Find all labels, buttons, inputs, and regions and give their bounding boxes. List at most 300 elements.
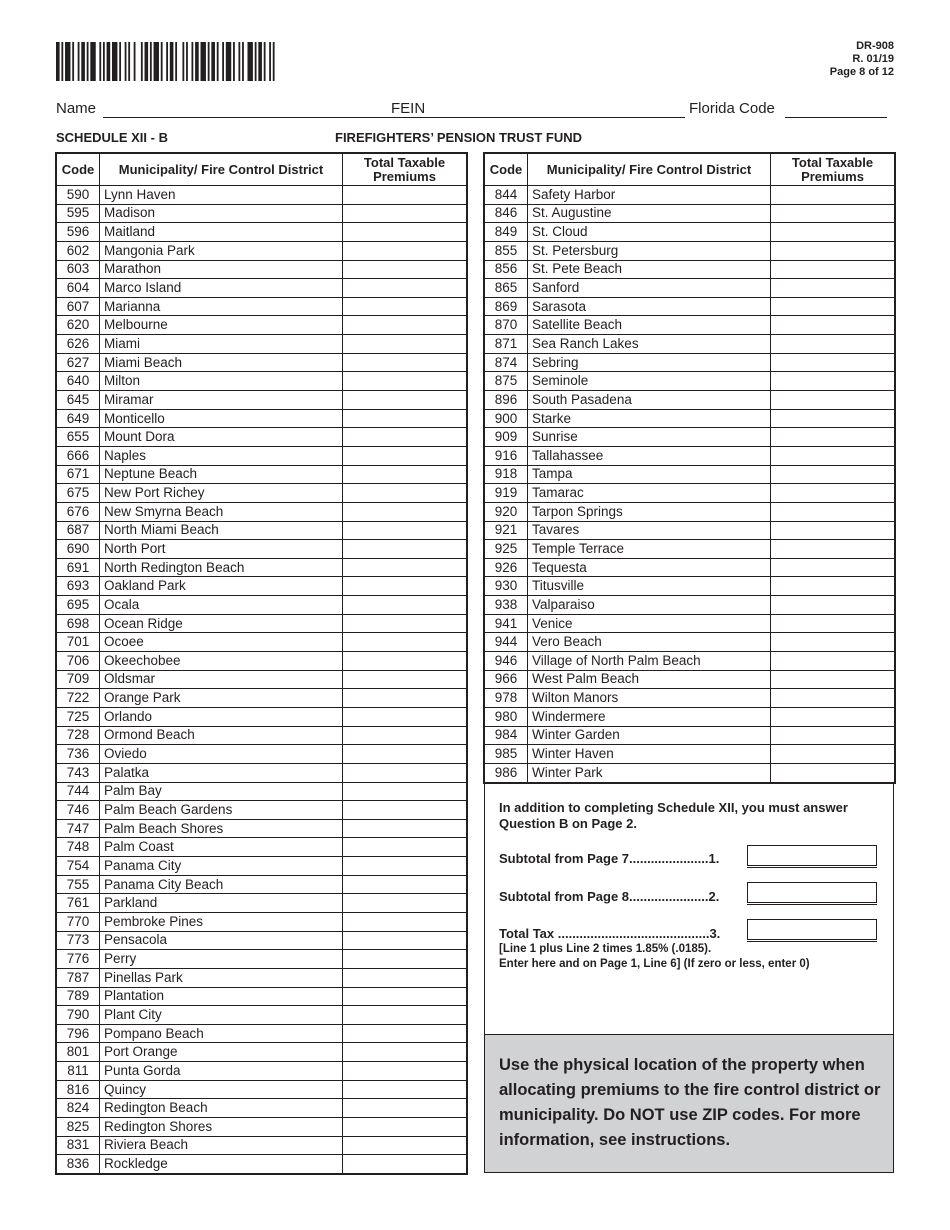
premium-input-cell[interactable]: [343, 1043, 467, 1062]
municipality-cell: Palatka: [100, 763, 343, 782]
municipality-cell: Ocala: [100, 596, 343, 615]
municipality-cell: Valparaiso: [528, 596, 771, 615]
premium-input-cell[interactable]: [343, 372, 467, 391]
table-row: [485, 596, 895, 615]
code-cell: 691: [57, 558, 100, 577]
municipality-cell: Lynn Haven: [100, 186, 343, 205]
premium-input-cell[interactable]: [343, 540, 467, 559]
municipality-cell: Pensacola: [100, 931, 343, 950]
code-cell: 865: [485, 279, 528, 298]
code-cell: 846: [485, 204, 528, 223]
municipality-cell: Punta Gorda: [100, 1062, 343, 1081]
code-cell: 736: [57, 745, 100, 764]
premium-input-cell[interactable]: [343, 614, 467, 633]
premium-input-cell[interactable]: [343, 223, 467, 242]
code-cell: 978: [485, 689, 528, 708]
code-cell: 944: [485, 633, 528, 652]
table-row: [57, 745, 467, 764]
municipality-cell: Winter Garden: [528, 726, 771, 745]
municipality-cell: Melbourne: [100, 316, 343, 335]
premium-input-cell[interactable]: [343, 652, 467, 671]
total-tax-label: Total Tax ..........................................3.: [499, 926, 721, 941]
municipality-cell: Miami Beach: [100, 353, 343, 372]
premium-input-cell[interactable]: [343, 577, 467, 596]
barcode-bar: [201, 42, 206, 81]
table-row: [57, 801, 467, 820]
code-cell: 918: [485, 465, 528, 484]
schedule-title: SCHEDULE XII - B: [56, 130, 168, 145]
table-row: [57, 894, 467, 913]
municipality-cell: Oakland Park: [100, 577, 343, 596]
table-row: [485, 540, 895, 559]
code-cell: 790: [57, 1006, 100, 1025]
code-cell: 984: [485, 726, 528, 745]
table-row: [485, 428, 895, 447]
premium-input-cell[interactable]: [771, 707, 895, 726]
code-cell: 596: [57, 223, 100, 242]
premium-input-cell[interactable]: [343, 838, 467, 857]
premium-input-cell[interactable]: [343, 241, 467, 260]
code-cell: 590: [57, 186, 100, 205]
form-identifier: [830, 40, 894, 79]
municipality-cell: Orlando: [100, 707, 343, 726]
barcode-bar: [242, 42, 244, 81]
municipality-cell: Winter Park: [528, 763, 771, 782]
table-row: [485, 726, 895, 745]
table-row: [57, 1043, 467, 1062]
municipality-cell: New Smyrna Beach: [100, 502, 343, 521]
municipality-cell: Marathon: [100, 260, 343, 279]
premium-input-cell[interactable]: [771, 521, 895, 540]
table-row: [485, 335, 895, 354]
barcode-bar: [81, 42, 85, 81]
code-cell: 706: [57, 652, 100, 671]
table-row: [485, 502, 895, 521]
premium-input-cell[interactable]: [343, 1062, 467, 1081]
municipality-cell: Tamarac: [528, 484, 771, 503]
premium-input-cell[interactable]: [343, 521, 467, 540]
premium-input-cell[interactable]: [343, 279, 467, 298]
code-cell: 869: [485, 297, 528, 316]
total-tax-input[interactable]: [747, 919, 877, 940]
table-row: [57, 689, 467, 708]
code-cell: 676: [57, 502, 100, 521]
premium-input-cell[interactable]: [343, 558, 467, 577]
barcode-bar: [273, 42, 275, 81]
municipality-cell: Palm Coast: [100, 838, 343, 857]
premium-input-cell[interactable]: [343, 1118, 467, 1137]
premium-input-cell[interactable]: [343, 260, 467, 279]
code-cell: 870: [485, 316, 528, 335]
premium-input-cell[interactable]: [771, 391, 895, 410]
premium-input-cell[interactable]: [771, 204, 895, 223]
premium-input-cell[interactable]: [771, 763, 895, 782]
municipality-header: Municipality/ Fire Control District: [100, 154, 343, 186]
table-row: [57, 931, 467, 950]
premium-input-cell[interactable]: [343, 931, 467, 950]
premium-input-cell[interactable]: [771, 186, 895, 205]
municipality-cell: Miami: [100, 335, 343, 354]
code-cell: 725: [57, 707, 100, 726]
barcode-bar: [222, 42, 224, 81]
premiums-header: Total Taxable Premiums: [771, 154, 895, 186]
barcode-bar: [238, 42, 240, 81]
municipality-cell: Windermere: [528, 707, 771, 726]
municipality-cell: Ormond Beach: [100, 726, 343, 745]
premium-input-cell[interactable]: [771, 372, 895, 391]
municipality-cell: New Port Richey: [100, 484, 343, 503]
fein-label: FEIN: [391, 100, 426, 117]
table-row: [485, 223, 895, 242]
table-row: [57, 409, 467, 428]
premium-input-cell[interactable]: [771, 260, 895, 279]
premium-input-cell[interactable]: [343, 1006, 467, 1025]
table-row: [57, 707, 467, 726]
municipality-cell: Port Orange: [100, 1043, 343, 1062]
premium-input-cell[interactable]: [771, 409, 895, 428]
table-row: [57, 521, 467, 540]
premium-input-cell[interactable]: [343, 894, 467, 913]
code-cell: 831: [57, 1136, 100, 1155]
code-cell: 796: [57, 1024, 100, 1043]
premium-input-cell[interactable]: [343, 950, 467, 969]
table-row: [485, 316, 895, 335]
table-row: [57, 1062, 467, 1081]
premium-input-cell[interactable]: [343, 1024, 467, 1043]
code-cell: 930: [485, 577, 528, 596]
premium-input-cell[interactable]: [343, 857, 467, 876]
table-row: [57, 279, 467, 298]
table-row: [57, 316, 467, 335]
municipality-cell: Sarasota: [528, 297, 771, 316]
florida-code-label: Florida Code: [689, 100, 775, 117]
premium-input-cell[interactable]: [771, 577, 895, 596]
premium-input-cell[interactable]: [771, 428, 895, 447]
code-cell: 748: [57, 838, 100, 857]
table-row: [57, 763, 467, 782]
code-cell: 701: [57, 633, 100, 652]
barcode-bar: [72, 42, 74, 81]
municipality-cell: Tallahassee: [528, 446, 771, 465]
municipality-cell: Mount Dora: [100, 428, 343, 447]
premium-input-cell[interactable]: [343, 335, 467, 354]
municipality-cell: North Port: [100, 540, 343, 559]
table-row: [57, 1136, 467, 1155]
municipality-cell: Madison: [100, 204, 343, 223]
table-row: [485, 372, 895, 391]
municipality-cell: Quincy: [100, 1080, 343, 1099]
barcode-bar: [99, 42, 101, 81]
barcode-bar: [56, 42, 60, 81]
name-label: Name: [56, 100, 97, 117]
municipality-cell: Miramar: [100, 391, 343, 410]
table-row: [485, 391, 895, 410]
code-cell: 909: [485, 428, 528, 447]
premium-input-cell[interactable]: [343, 875, 467, 894]
table-row: [57, 577, 467, 596]
premium-input-cell[interactable]: [771, 297, 895, 316]
table-row: [485, 745, 895, 764]
premium-input-cell[interactable]: [343, 726, 467, 745]
code-cell: 849: [485, 223, 528, 242]
barcode-bar: [128, 42, 130, 81]
code-cell: 698: [57, 614, 100, 633]
code-cell: 896: [485, 391, 528, 410]
municipality-cell: Parkland: [100, 894, 343, 913]
table-row: [57, 260, 467, 279]
subtotal-page7-input[interactable]: [747, 845, 877, 866]
municipality-cell: St. Augustine: [528, 204, 771, 223]
table-row: [485, 241, 895, 260]
fein-field[interactable]: [429, 117, 685, 118]
premium-input-cell[interactable]: [771, 335, 895, 354]
premium-input-cell[interactable]: [343, 502, 467, 521]
subtotal-page8-label: Subtotal from Page 8......................2.: [499, 889, 720, 904]
code-cell: 946: [485, 652, 528, 671]
table-row: [485, 186, 895, 205]
premium-input-cell[interactable]: [771, 223, 895, 242]
code-cell: 773: [57, 931, 100, 950]
code-cell: 595: [57, 204, 100, 223]
municipality-cell: Pembroke Pines: [100, 912, 343, 931]
premium-input-cell[interactable]: [771, 670, 895, 689]
municipality-cell: Sea Ranch Lakes: [528, 335, 771, 354]
premium-input-cell[interactable]: [771, 446, 895, 465]
code-cell: 938: [485, 596, 528, 615]
table-row: [485, 484, 895, 503]
table-row: [57, 391, 467, 410]
code-cell: 816: [57, 1080, 100, 1099]
municipality-cell: Satellite Beach: [528, 316, 771, 335]
table-row: [485, 521, 895, 540]
florida-code-field[interactable]: [785, 117, 887, 118]
code-cell: 985: [485, 745, 528, 764]
table-row: [485, 446, 895, 465]
table-row: [57, 633, 467, 652]
premium-input-cell[interactable]: [343, 428, 467, 447]
barcode-bar: [112, 42, 117, 81]
municipality-cell: Redington Beach: [100, 1099, 343, 1118]
table-row: [485, 614, 895, 633]
table-row: [57, 540, 467, 559]
municipality-cell: Venice: [528, 614, 771, 633]
code-cell: 754: [57, 857, 100, 876]
premium-input-cell[interactable]: [343, 987, 467, 1006]
municipality-cell: Monticello: [100, 409, 343, 428]
table-row: [57, 857, 467, 876]
premium-input-cell[interactable]: [343, 353, 467, 372]
premium-input-cell[interactable]: [343, 186, 467, 205]
code-cell: 722: [57, 689, 100, 708]
code-cell: 620: [57, 316, 100, 335]
barcode-bar: [208, 42, 210, 81]
table-row: [57, 652, 467, 671]
premium-input-cell[interactable]: [343, 1155, 467, 1174]
premium-input-cell[interactable]: [771, 465, 895, 484]
barcode-bar: [195, 42, 199, 81]
table-row: [485, 763, 895, 782]
table-row: [57, 372, 467, 391]
code-cell: 980: [485, 707, 528, 726]
code-cell: 746: [57, 801, 100, 820]
premium-input-cell[interactable]: [343, 1136, 467, 1155]
code-cell: 921: [485, 521, 528, 540]
municipality-cell: Winter Haven: [528, 745, 771, 764]
premium-input-cell[interactable]: [343, 782, 467, 801]
municipality-cell: Marco Island: [100, 279, 343, 298]
premium-input-cell[interactable]: [343, 745, 467, 764]
premium-input-cell[interactable]: [343, 689, 467, 708]
premium-input-cell[interactable]: [343, 316, 467, 335]
municipality-cell: North Miami Beach: [100, 521, 343, 540]
code-cell: 919: [485, 484, 528, 503]
barcode-bar: [150, 42, 152, 81]
premium-input-cell[interactable]: [771, 689, 895, 708]
premium-input-cell[interactable]: [771, 279, 895, 298]
premium-input-cell[interactable]: [343, 1080, 467, 1099]
code-cell: 986: [485, 763, 528, 782]
premium-input-cell[interactable]: [771, 614, 895, 633]
premium-input-cell[interactable]: [343, 801, 467, 820]
premium-input-cell[interactable]: [771, 484, 895, 503]
municipality-cell: Wilton Manors: [528, 689, 771, 708]
table-row: [57, 353, 467, 372]
total-tax-note-line2: Enter here and on Page 1, Line 6] (If zero or less, enter 0): [499, 958, 810, 970]
premium-input-cell[interactable]: [343, 633, 467, 652]
premium-input-cell[interactable]: [343, 465, 467, 484]
premium-input-cell[interactable]: [771, 241, 895, 260]
code-cell: 789: [57, 987, 100, 1006]
premium-input-cell[interactable]: [343, 968, 467, 987]
premium-input-cell[interactable]: [343, 763, 467, 782]
location-notice-text: Use the physical location of the property when allocating premiums to the fire control district or municipality. Do NOT use ZIP codes. For more information, see instructions.: [499, 1056, 881, 1149]
form-number: DR-908: [856, 40, 894, 52]
table-row: [57, 335, 467, 354]
municipality-cell: Plant City: [100, 1006, 343, 1025]
table-row: [485, 558, 895, 577]
code-cell: 602: [57, 241, 100, 260]
premium-input-cell[interactable]: [771, 502, 895, 521]
location-notice-box: [485, 1034, 893, 1172]
code-cell: 655: [57, 428, 100, 447]
premium-input-cell[interactable]: [343, 391, 467, 410]
table-row: [485, 707, 895, 726]
premium-input-cell[interactable]: [343, 204, 467, 223]
barcode-bar: [255, 42, 257, 81]
municipality-cell: Seminole: [528, 372, 771, 391]
premium-input-cell[interactable]: [343, 819, 467, 838]
table-row: [57, 968, 467, 987]
table-row: [485, 204, 895, 223]
table-row: [485, 353, 895, 372]
municipality-cell: Village of North Palm Beach: [528, 652, 771, 671]
table-row: [485, 279, 895, 298]
municipality-cell: North Redington Beach: [100, 558, 343, 577]
premium-input-cell[interactable]: [771, 558, 895, 577]
table-row: [57, 1024, 467, 1043]
municipality-cell: Tequesta: [528, 558, 771, 577]
table-row: [57, 875, 467, 894]
question-b-instruction: In addition to completing Schedule XII, you must answer Question B on Page 2.: [499, 800, 848, 831]
municipality-cell: Titusville: [528, 577, 771, 596]
premium-input-cell[interactable]: [343, 409, 467, 428]
municipality-cell: Okeechobee: [100, 652, 343, 671]
code-cell: 966: [485, 670, 528, 689]
barcode-bar: [141, 42, 143, 81]
municipality-cell: South Pasadena: [528, 391, 771, 410]
premium-input-cell[interactable]: [343, 707, 467, 726]
municipality-cell: Riviera Beach: [100, 1136, 343, 1155]
barcode-bar: [134, 42, 136, 81]
code-cell: 824: [57, 1099, 100, 1118]
barcode-bar: [107, 42, 111, 81]
premium-input-cell[interactable]: [771, 316, 895, 335]
code-cell: 755: [57, 875, 100, 894]
table-row: [485, 652, 895, 671]
municipality-cell: Safety Harbor: [528, 186, 771, 205]
barcode-bar: [247, 42, 252, 81]
municipality-cell: Maitland: [100, 223, 343, 242]
premium-input-cell[interactable]: [343, 484, 467, 503]
premium-input-cell[interactable]: [343, 297, 467, 316]
barcode-bar: [166, 42, 168, 81]
table-row: [57, 297, 467, 316]
subtotal-page8-input[interactable]: [747, 882, 877, 903]
municipality-cell: Sunrise: [528, 428, 771, 447]
premium-input-cell[interactable]: [343, 596, 467, 615]
code-cell: 627: [57, 353, 100, 372]
name-field[interactable]: [103, 117, 445, 118]
municipality-cell: Sebring: [528, 353, 771, 372]
code-cell: 675: [57, 484, 100, 503]
barcode-image: [56, 42, 280, 81]
premium-input-cell[interactable]: [771, 540, 895, 559]
summary-panel: [484, 782, 894, 1173]
table-row: [57, 838, 467, 857]
code-cell: 770: [57, 912, 100, 931]
table-row: [57, 428, 467, 447]
code-cell: 728: [57, 726, 100, 745]
municipality-cell: Vero Beach: [528, 633, 771, 652]
municipality-cell: Sanford: [528, 279, 771, 298]
premium-input-cell[interactable]: [771, 353, 895, 372]
code-cell: 875: [485, 372, 528, 391]
table-row: [57, 241, 467, 260]
barcode-bar: [125, 42, 127, 81]
premium-input-cell[interactable]: [771, 633, 895, 652]
barcode-bar: [226, 42, 231, 81]
premium-input-cell[interactable]: [343, 446, 467, 465]
premium-input-cell[interactable]: [771, 596, 895, 615]
premium-input-cell[interactable]: [771, 652, 895, 671]
barcode-bar: [161, 42, 163, 81]
premium-input-cell[interactable]: [343, 670, 467, 689]
barcode-bar: [103, 42, 105, 81]
page-number: Page 8 of 12: [829, 66, 894, 78]
premium-input-cell[interactable]: [343, 912, 467, 931]
premium-input-cell[interactable]: [771, 745, 895, 764]
table-row: [57, 950, 467, 969]
table-row: [57, 726, 467, 745]
barcode-bar: [233, 42, 235, 81]
municipality-cell: Naples: [100, 446, 343, 465]
code-cell: 626: [57, 335, 100, 354]
premium-input-cell[interactable]: [343, 1099, 467, 1118]
code-cell: 666: [57, 446, 100, 465]
barcode-bar: [211, 42, 215, 81]
municipality-cell: St. Pete Beach: [528, 260, 771, 279]
premium-input-cell[interactable]: [771, 726, 895, 745]
